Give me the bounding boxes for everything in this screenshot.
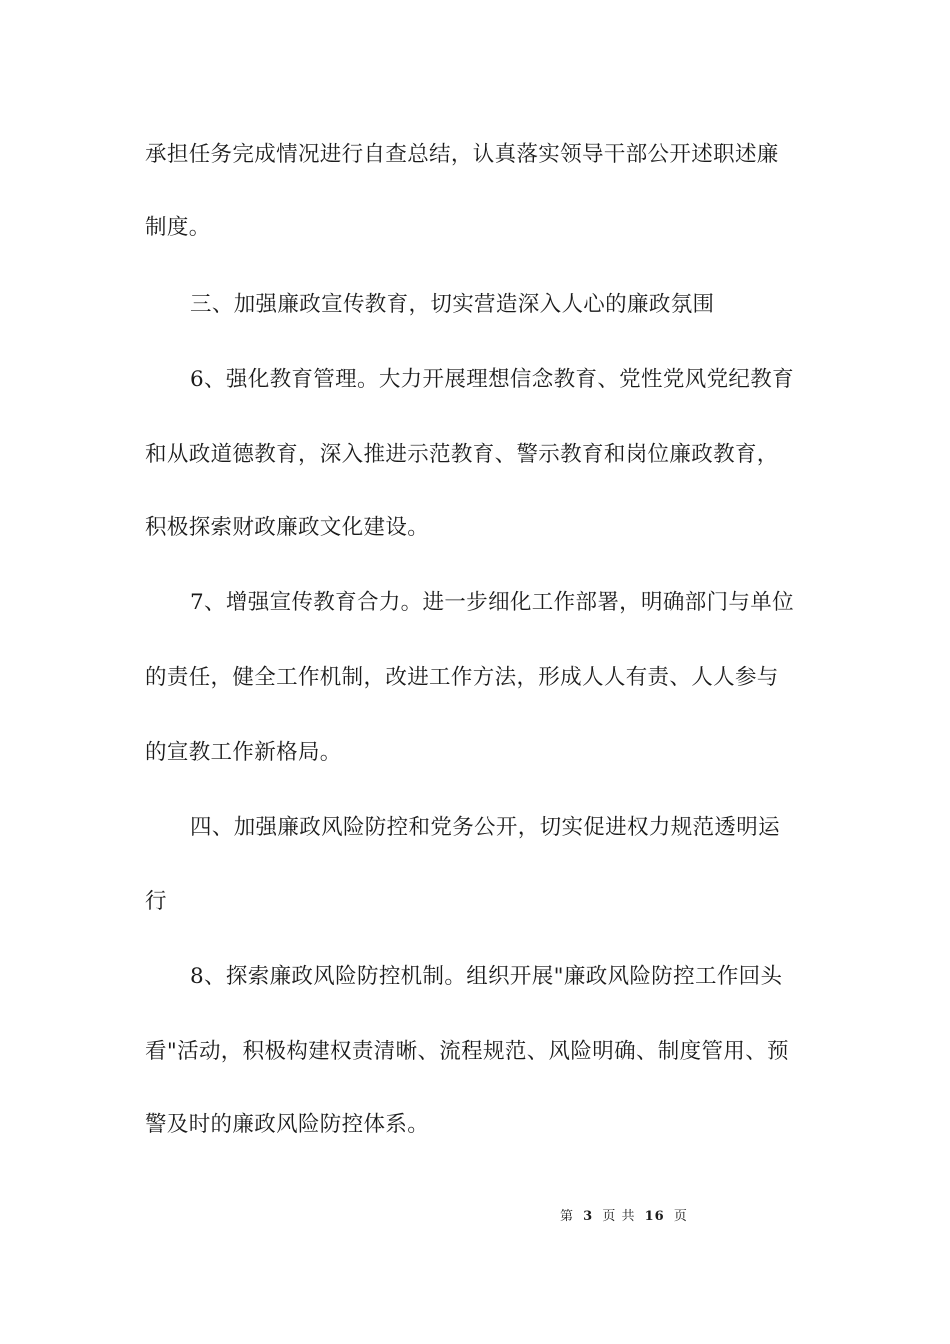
paragraph-first-line: 8、探索廉政风险防控机制。组织开展"廉政风险防控工作回头 [190,964,783,989]
body-line: 看"活动，积极构建权责清晰、流程规范、风险明确、制度管用、预 [145,1039,789,1064]
footer-prefix: 第 [560,1209,575,1224]
section-heading: 三、加强廉政宣传教育，切实营造深入人心的廉政氛围 [190,292,715,317]
section-heading-continuation: 行 [145,889,167,914]
body-line: 和从政道德教育，深入推进示范教育、警示教育和岗位廉政教育， [145,442,779,467]
footer-middle: 页 共 [602,1209,636,1224]
section-heading: 四、加强廉政风险防控和党务公开，切实促进权力规范透明运 [190,815,780,840]
body-line: 积极探索财政廉政文化建设。 [145,515,430,540]
page-footer [560,1208,688,1226]
body-line: 制度。 [145,215,211,240]
body-line: 的宣教工作新格局。 [145,740,342,765]
total-pages-number: 16 [644,1209,665,1224]
body-line: 的责任，健全工作机制，改进工作方法，形成人人有责、人人参与 [145,665,779,690]
body-line: 警及时的廉政风险防控体系。 [145,1112,430,1137]
current-page-number: 3 [583,1209,594,1224]
paragraph-first-line: 7、增强宣传教育合力。进一步细化工作部署，明确部门与单位 [190,590,794,615]
body-line: 承担任务完成情况进行自查总结，认真落实领导干部公开述职述廉 [145,142,779,167]
paragraph-first-line: 6、强化教育管理。大力开展理想信念教育、党性党风党纪教育 [190,367,794,392]
footer-suffix: 页 [673,1209,688,1224]
